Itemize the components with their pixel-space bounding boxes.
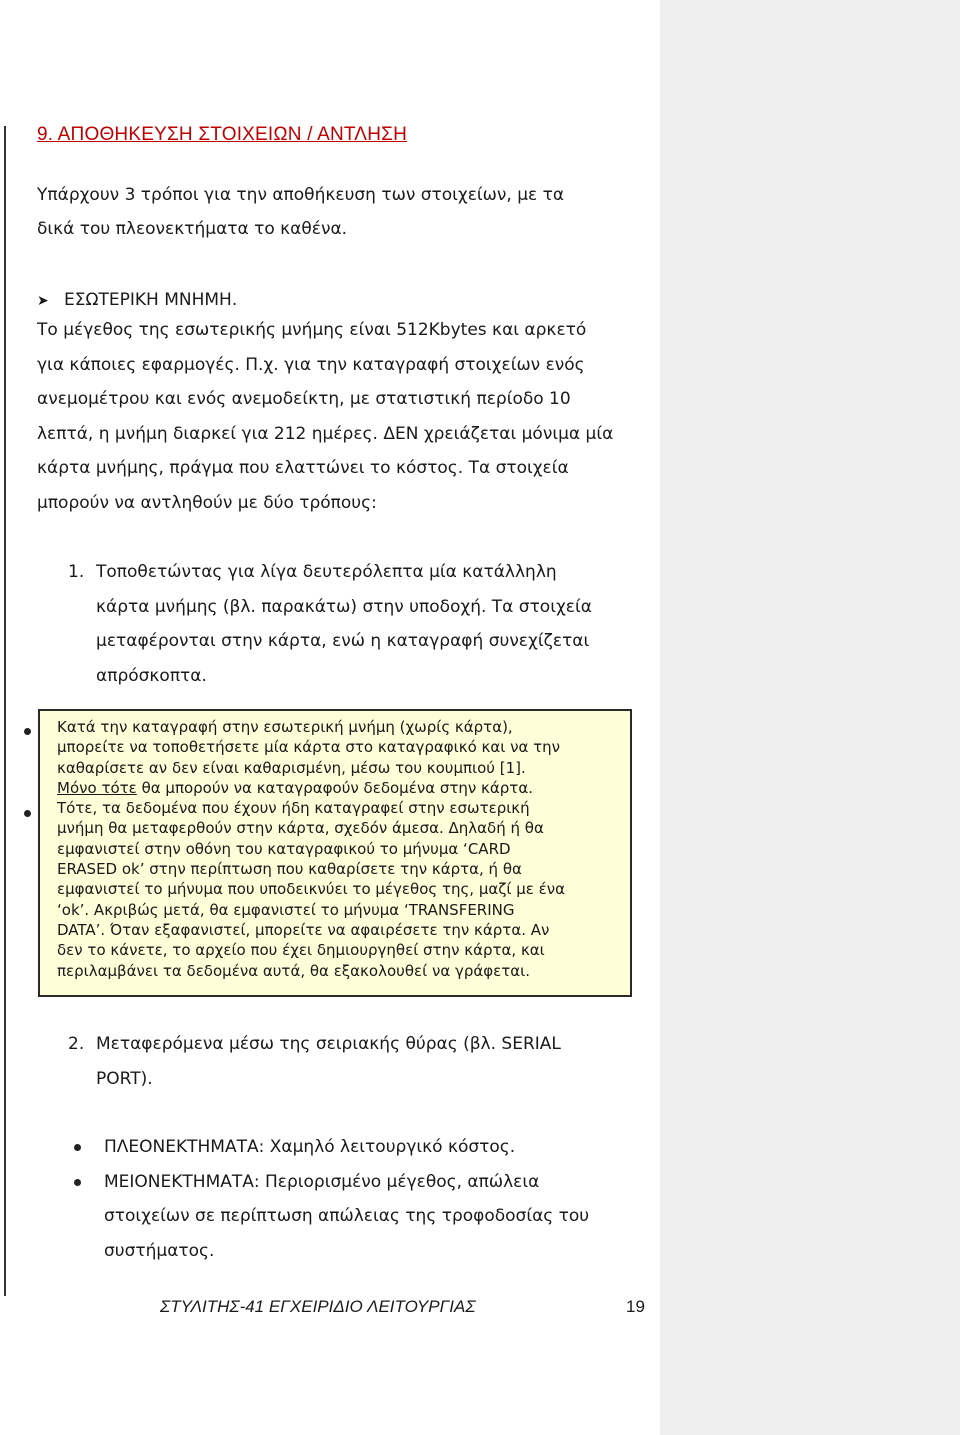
bullet-icon bbox=[74, 1179, 81, 1186]
pros-item: ΠΛΕΟΝΕΚΤΗΜΑΤΑ: Χαμηλό λειτουργικό κόστος. bbox=[72, 1130, 652, 1165]
internal-memory-paragraph: Το μέγεθος της εσωτερικής μνήμης είναι 512Kbytes και αρκετό για κάποιες εφαρμογές. Π.χ. για την καταγραφή στοιχείων ενός ανεμομέτρου και ενός ανεμοδείκτη, με στατιστική περίοδο 10 λεπτά, η μνήμη διαρκεί για 212 ημέρες. ΔΕΝ χρειάζεται μόνιμα μία κάρτα μνήμης, πράγμα που ελαττώνει το κόστος. Τα στοιχεία μπορούν να αντληθούν με δύο τρόπους: bbox=[37, 320, 614, 513]
note-box bbox=[38, 709, 632, 997]
bullet-icon bbox=[74, 1144, 81, 1151]
comment-pane bbox=[660, 0, 960, 1435]
cons-item: ΜΕΙΟΝΕΚΤΗΜΑΤΑ: Περιορισμένο μέγεθος, απώλεια στοιχείων σε περίπτωση απώλειας της τροφοδοσίας του συστήματος. bbox=[72, 1165, 652, 1269]
footer-title: ΣΤΥΛΙΤΗΣ-41 ΕΓΧΕΙΡΙΔΙΟ ΛΕΙΤΟΥΡΓΙΑΣ bbox=[160, 1297, 476, 1316]
emphasis-underline: Μόνο τότε bbox=[57, 778, 137, 797]
subsection-title: ➤ ΕΣΩΤΕΡΙΚΗ ΜΝΗΜΗ. bbox=[37, 283, 637, 318]
list-item-1: 1. Τοποθετώντας για λίγα δευτερόλεπτα μία κατάλληλη κάρτα μνήμης (βλ. παρακάτω) στην υποδοχή. Τα στοιχεία μεταφέρονται στην κάρτα, ενώ η καταγραφή συνεχίζεται απρόσκοπτα. bbox=[68, 562, 592, 686]
arrow-bullet-icon: ➤ bbox=[37, 293, 49, 309]
bullet-icon bbox=[24, 810, 31, 817]
list-item-2: 2. Μεταφερόμενα μέσω της σειριακής θύρας (βλ. SERIAL PORT). bbox=[68, 1034, 561, 1089]
note-text: Κατά την καταγραφή στην εσωτερική μνήμη (χωρίς κάρτα), μπορείτε να τοποθετήσετε μία κάρτα στο καταγραφικό και να την καθαρίσετε αν δεν είναι καθαρισμένη, μέσω του κουμπιού [1]. Μόνο τότε θα μπορούν να καταγραφούν δεδομένα στην κάρτα. Τότε, τα δεδομένα που έχουν ήδη καταγραφεί στην εσωτερική μνήμη θα μεταφερθούν στην κάρτα, σχεδόν άμεσα. Δηλαδή ή θα εμφανιστεί στην οθόνη του καταγραφικού το μήνυμα ‘CARD ERASED ok’ στην περίπτωση που καθαρίσετε την κάρτα, ή θα εμφανιστεί το μήνυμα που υποδεικνύει το μέγεθος της, μαζί με ένα ‘ok’. Ακριβώς μετά, θα εμφανιστεί το μήνυμα ‘TRANSFERING DATA’. Όταν εξαφανιστεί, μπορείτε να αφαιρέσετε την κάρτα. Αν δεν το κάνετε, το αρχείο που έχει δημιουργηθεί στην κάρτα, και περιλαμβάνει τα δεδομένα αυτά, θα εξακολουθεί να γράφεται. bbox=[57, 718, 566, 980]
section-heading: 9. ΑΠΟΘΗΚΕΥΣΗ ΣΤΟΙΧΕΙΩΝ / ΑΝΤΛΗΣΗ bbox=[37, 124, 407, 145]
intro-paragraph: Υπάρχουν 3 τρόποι για την αποθήκευση των στοιχείων, με τα δικά του πλεονεκτήματα το καθένα. bbox=[37, 185, 565, 239]
page-number: 19 bbox=[626, 1297, 645, 1316]
pros-cons-list bbox=[72, 1130, 652, 1268]
bullet-icon bbox=[24, 728, 31, 735]
